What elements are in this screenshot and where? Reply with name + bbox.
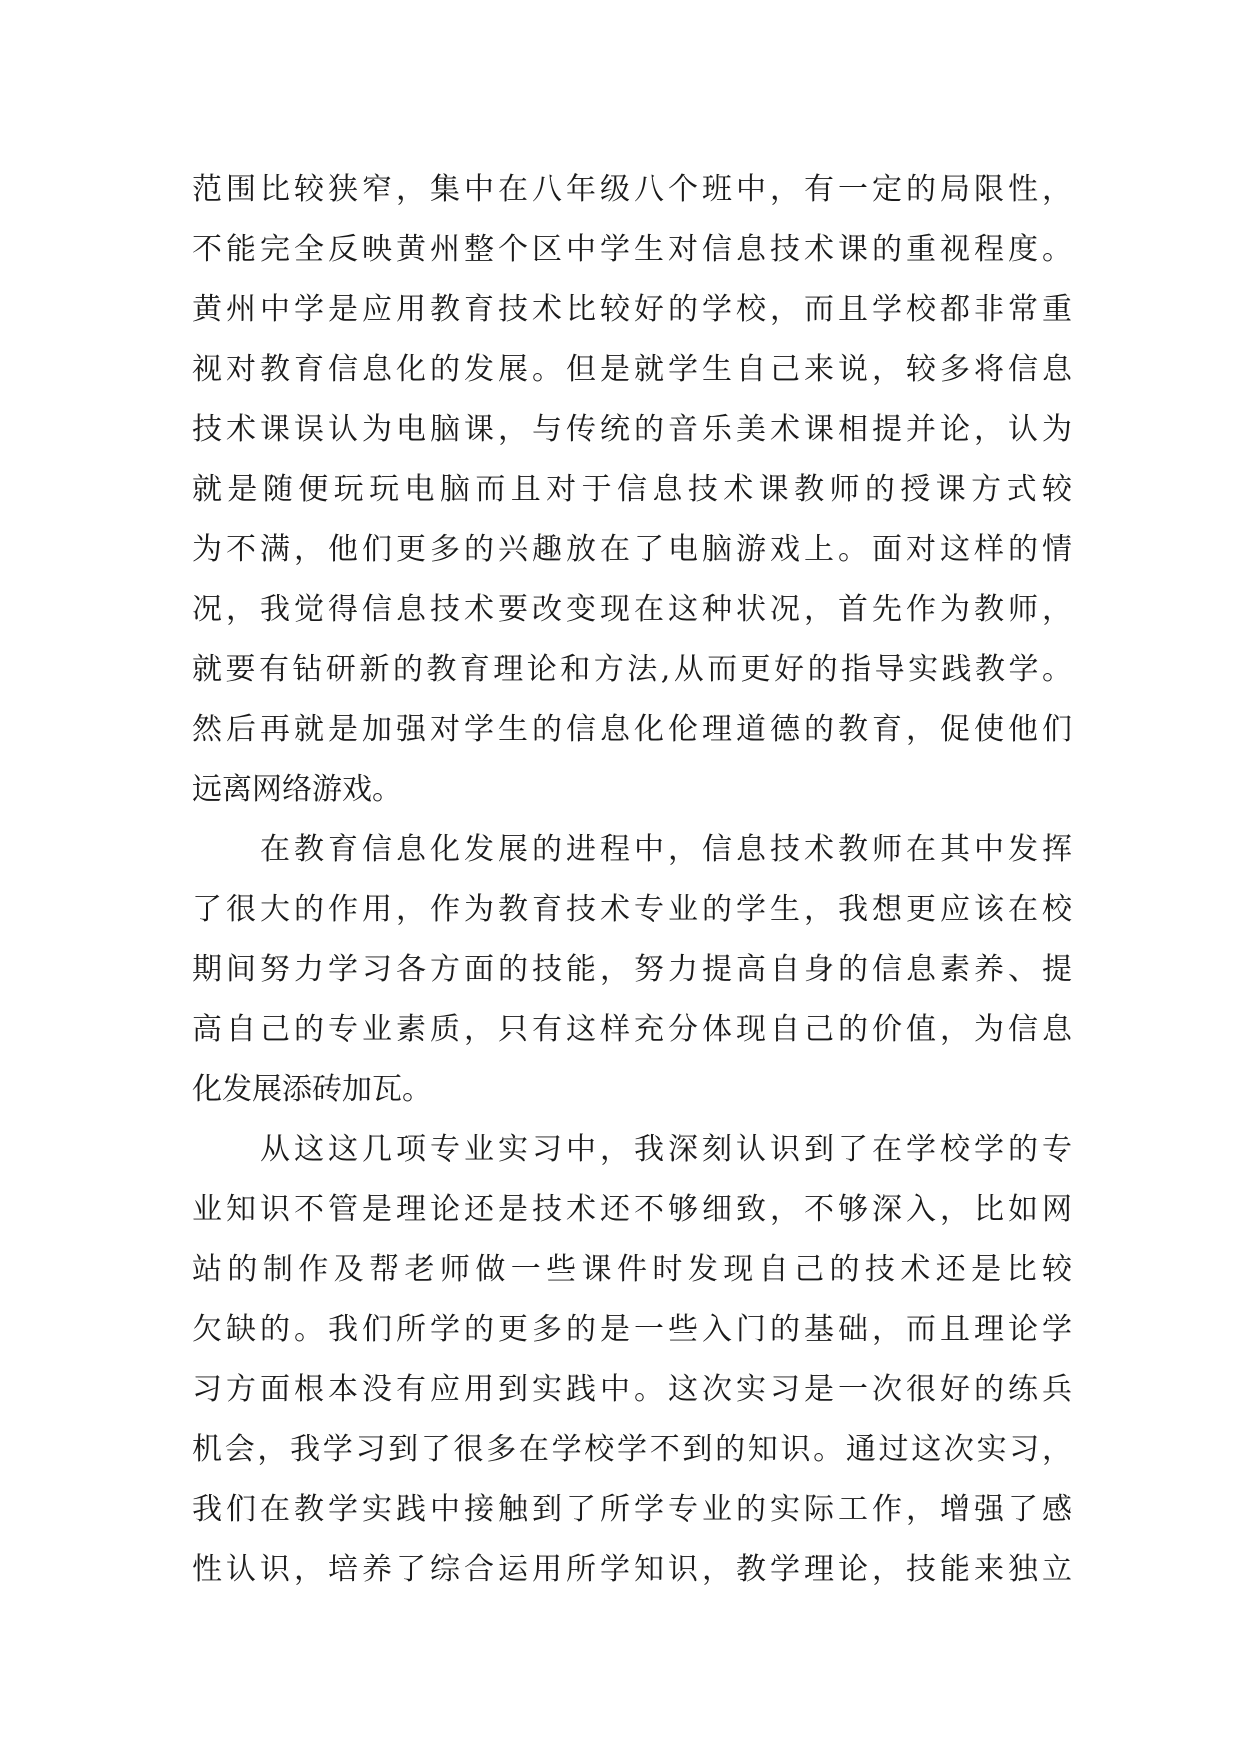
text-line: 为不满，他们更多的兴趣放在了电脑游戏上。面对这样的情 bbox=[192, 532, 1072, 567]
text-line: 从这这几项专业实习中，我深刻认识到了在学校学的专 bbox=[260, 1132, 1072, 1167]
text-line: 黄州中学是应用教育技术比较好的学校，而且学校都非常重 bbox=[192, 292, 1072, 327]
text-line: 况，我觉得信息技术要改变现在这种状况，首先作为教师， bbox=[192, 592, 1072, 627]
text-line: 业知识不管是理论还是技术还不够细致，不够深入，比如网 bbox=[192, 1192, 1072, 1227]
text-line: 就是随便玩玩电脑而且对于信息技术课教师的授课方式较 bbox=[192, 472, 1072, 507]
text-line: 远离网络游戏。 bbox=[192, 772, 402, 807]
text-line: 范围比较狭窄，集中在八年级八个班中，有一定的局限性， bbox=[192, 172, 1072, 207]
text-line: 习方面根本没有应用到实践中。这次实习是一次很好的练兵 bbox=[192, 1372, 1072, 1407]
text-line: 视对教育信息化的发展。但是就学生自己来说，较多将信息 bbox=[192, 352, 1072, 387]
text-line: 在教育信息化发展的进程中，信息技术教师在其中发挥 bbox=[260, 832, 1072, 867]
body-text bbox=[192, 160, 1072, 1600]
text-line: 然后再就是加强对学生的信息化伦理道德的教育，促使他们 bbox=[192, 712, 1072, 747]
text-line: 性认识，培养了综合运用所学知识，教学理论，技能来独立 bbox=[192, 1552, 1072, 1587]
text-line: 欠缺的。我们所学的更多的是一些入门的基础，而且理论学 bbox=[192, 1312, 1072, 1347]
text-line: 机会，我学习到了很多在学校学不到的知识。通过这次实习， bbox=[192, 1432, 1072, 1467]
text-line: 高自己的专业素质，只有这样充分体现自己的价值，为信息 bbox=[192, 1012, 1072, 1047]
text-line: 期间努力学习各方面的技能，努力提高自身的信息素养、提 bbox=[192, 952, 1072, 987]
text-line: 了很大的作用，作为教育技术专业的学生，我想更应该在校 bbox=[192, 892, 1072, 927]
text-line: 技术课误认为电脑课，与传统的音乐美术课相提并论，认为 bbox=[192, 412, 1072, 447]
text-line: 化发展添砖加瓦。 bbox=[192, 1072, 432, 1107]
text-line: 我们在教学实践中接触到了所学专业的实际工作，增强了感 bbox=[192, 1492, 1072, 1527]
text-line: 站的制作及帮老师做一些课件时发现自己的技术还是比较 bbox=[192, 1252, 1072, 1287]
text-line: 不能完全反映黄州整个区中学生对信息技术课的重视程度。 bbox=[192, 232, 1072, 267]
text-line: 就要有钻研新的教育理论和方法,从而更好的指导实践教学。 bbox=[192, 652, 1072, 687]
